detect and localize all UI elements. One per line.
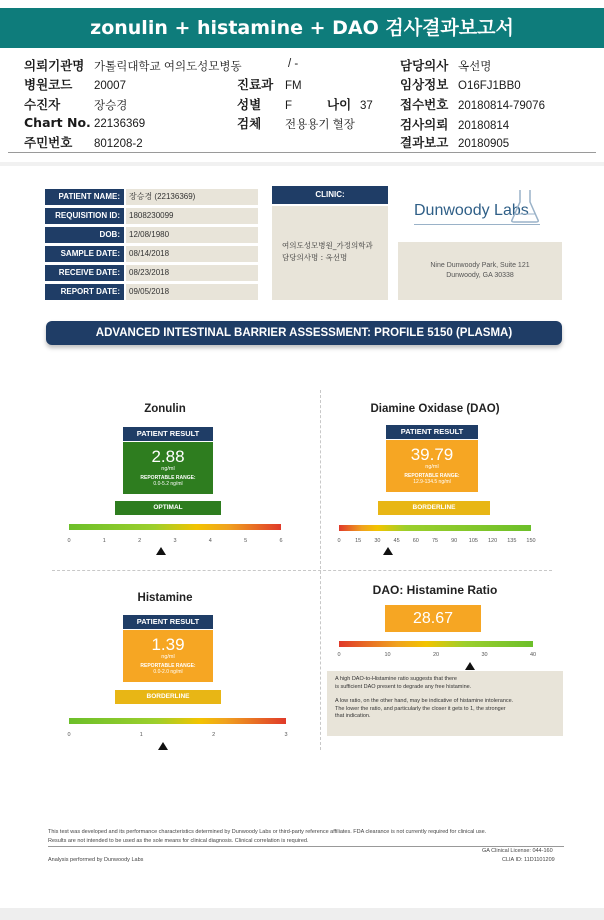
dao-value: 39.79 [410, 445, 454, 464]
header-mid-2: 성별 F [237, 97, 293, 112]
lab-logo: Dunwoody Labs [414, 202, 529, 219]
zonulin-tick: 2 [138, 538, 142, 544]
disclaimer-line-1: This test was developed and its performance characteristics determined by Dunwoody Labs or third-party reference affiliates. FDA clearance is not currently required for clinical use. [48, 829, 487, 835]
ratio-value: 28.67 [412, 610, 454, 627]
ratio-tick: 20 [432, 652, 440, 658]
zonulin-tick: 4 [208, 538, 212, 544]
report-date-row: REPORT DATE: 09/05/2018 [45, 284, 258, 300]
histamine-tick: 3 [284, 732, 288, 738]
horizontal-divider [52, 570, 552, 571]
dao-tick: 120 [488, 538, 498, 544]
dob-row: DOB: 12/08/1980 [45, 227, 258, 243]
dao-tick: 135 [507, 538, 517, 544]
histamine-scale [69, 718, 286, 724]
zonulin-title: Zonulin [144, 403, 186, 415]
flask-icon [510, 188, 540, 224]
lab-address [398, 242, 562, 300]
dao-tick: 150 [526, 538, 536, 544]
receive-date-row: RECEIVE DATE: 08/23/2018 [45, 265, 258, 281]
page-bottom [0, 908, 604, 920]
logo-underline [414, 224, 540, 225]
dao-tick: 75 [431, 538, 439, 544]
dao-tick: 60 [412, 538, 419, 544]
header-right-2: 접수번호 20180814-79076 [400, 97, 545, 112]
header-mid-0: / - [288, 58, 299, 70]
header-left-4: 주민번호 801208-2 [24, 135, 143, 150]
ratio-note-line-2: is sufficient DAO present to degrade any free histamine. [335, 683, 472, 690]
header-left-0: 의뢰기관명 가톨릭대학교 여의도성모병동 [24, 58, 242, 73]
report-title: ADVANCED INTESTINAL BARRIER ASSESSMENT: PROFILE 5150 (PLASMA) [46, 321, 562, 345]
dao-scale [339, 525, 531, 531]
dao-range: 12.9-134.5 ng/ml [413, 479, 451, 485]
ratio-note-line-3: A low ratio, on the other hand, may be indicative of histamine intolerance. [335, 698, 514, 704]
zonulin-tick: 6 [279, 538, 283, 544]
clia-id: CLIA ID: 11D1101209 [502, 857, 555, 863]
header-age: 나이 37 [327, 97, 373, 112]
histamine-tick: 2 [212, 732, 216, 738]
header-right-0: 담당의사 옥선명 [400, 58, 492, 73]
zonulin-tick: 0 [67, 538, 71, 544]
zonulin-range-label: REPORTABLE RANGE: [140, 475, 196, 481]
zonulin-unit: ng/ml [161, 466, 175, 472]
license: GA Clinical License: 044-160 [482, 848, 553, 854]
clinic-line-1: 여의도성모병원_가정의학과 [282, 241, 373, 250]
histamine-title: Histamine [137, 592, 193, 604]
dao-range-label: REPORTABLE RANGE: [404, 473, 460, 479]
report-banner: zonulin + histamine + DAO 검사결과보고서 [0, 8, 604, 48]
dao-tick: 15 [355, 538, 362, 544]
histamine-unit: ng/ml [161, 654, 175, 660]
page-separator [0, 162, 604, 166]
dao-title: Diamine Oxidase (DAO) [370, 403, 500, 415]
sample-date-row: SAMPLE DATE: 08/14/2018 [45, 246, 258, 262]
ratio-title: DAO: Histamine Ratio [372, 583, 498, 597]
zonulin-scale [69, 524, 281, 530]
zonulin-result-box [123, 442, 213, 494]
dao-tick: 30 [374, 538, 381, 544]
histamine-result-label: PATIENT RESULT [123, 615, 213, 629]
header-left-1: 병원코드 20007 [24, 77, 126, 92]
histamine-marker [158, 742, 168, 750]
header-mid-1: 진료과 FM [237, 77, 302, 92]
header-mid-3: 검체 전용용기 혈장 [237, 116, 355, 131]
clinic-header: CLINIC: [272, 186, 388, 204]
patient-name-row: PATIENT NAME: 장승경 (22136369) [45, 189, 258, 205]
histamine-status: BORDERLINE [115, 690, 221, 704]
dao-tick: 90 [451, 538, 458, 544]
lab-address-line-2: Dunwoody, GA 30338 [446, 272, 514, 279]
footer-divider [48, 846, 564, 847]
histamine-result-box [123, 630, 213, 682]
ratio-tick: 0 [337, 652, 341, 658]
dao-status: BORDERLINE [378, 501, 490, 515]
clinic-line-2: 담당의사명 : 옥선명 [282, 253, 348, 262]
performed-by: Analysis performed by Dunwoody Labs [48, 857, 144, 863]
histamine-tick: 1 [139, 732, 143, 738]
histamine-value: 1.39 [151, 635, 185, 654]
dao-result-label: PATIENT RESULT [386, 425, 478, 439]
dao-tick: 45 [393, 538, 400, 544]
zonulin-tick: 5 [244, 538, 248, 544]
header-right-4: 결과보고 20180905 [400, 135, 510, 150]
header-left-3: Chart No. 22136369 [24, 115, 146, 130]
dao-unit: ng/ml [425, 464, 439, 470]
histamine-range: 0.0-2.0 ng/ml [153, 669, 183, 675]
dao-tick: 0 [337, 538, 341, 544]
zonulin-marker [156, 547, 166, 555]
zonulin-result-label: PATIENT RESULT [123, 427, 213, 441]
header-right-1: 임상정보 O16FJ1BB0 [400, 77, 521, 92]
zonulin-status: OPTIMAL [115, 501, 221, 515]
header-divider [8, 152, 596, 153]
ratio-scale [339, 641, 533, 647]
ratio-tick: 30 [481, 652, 488, 658]
zonulin-tick: 1 [102, 538, 106, 544]
clinic-body [272, 206, 388, 300]
ratio-tick: 10 [384, 652, 391, 658]
dao-tick: 105 [468, 538, 478, 544]
ratio-result-box [385, 605, 481, 632]
header-right-3: 검사의뢰 20180814 [400, 117, 510, 132]
disclaimer-line-2: Results are not intended to be used as the sole means for clinical diagnosis. Clinical correlation is required. [48, 838, 309, 844]
ratio-marker [465, 662, 475, 670]
ratio-tick: 40 [529, 652, 537, 658]
ratio-note [327, 671, 563, 736]
header-left-2: 수진자 장승경 [24, 97, 128, 112]
ratio-note-line-4: The lower the ratio, and particularly the closer it gets to 1, the stronger [335, 705, 506, 712]
ratio-note-line-5: that indication. [335, 713, 371, 719]
dao-result-box [386, 440, 478, 492]
zonulin-range: 0.0-5.2 ng/ml [153, 481, 183, 487]
histamine-tick: 0 [67, 732, 71, 738]
histamine-range-label: REPORTABLE RANGE: [140, 663, 196, 669]
zonulin-value: 2.88 [151, 447, 185, 466]
requisition-row: REQUISITION ID: 1808230099 [45, 208, 258, 224]
dao-marker [383, 547, 393, 555]
ratio-note-line-1: A high DAO-to-Histamine ratio suggests that there [335, 676, 457, 682]
lab-address-line-1: Nine Dunwoody Park, Suite 121 [430, 262, 530, 269]
zonulin-tick: 3 [173, 538, 177, 544]
